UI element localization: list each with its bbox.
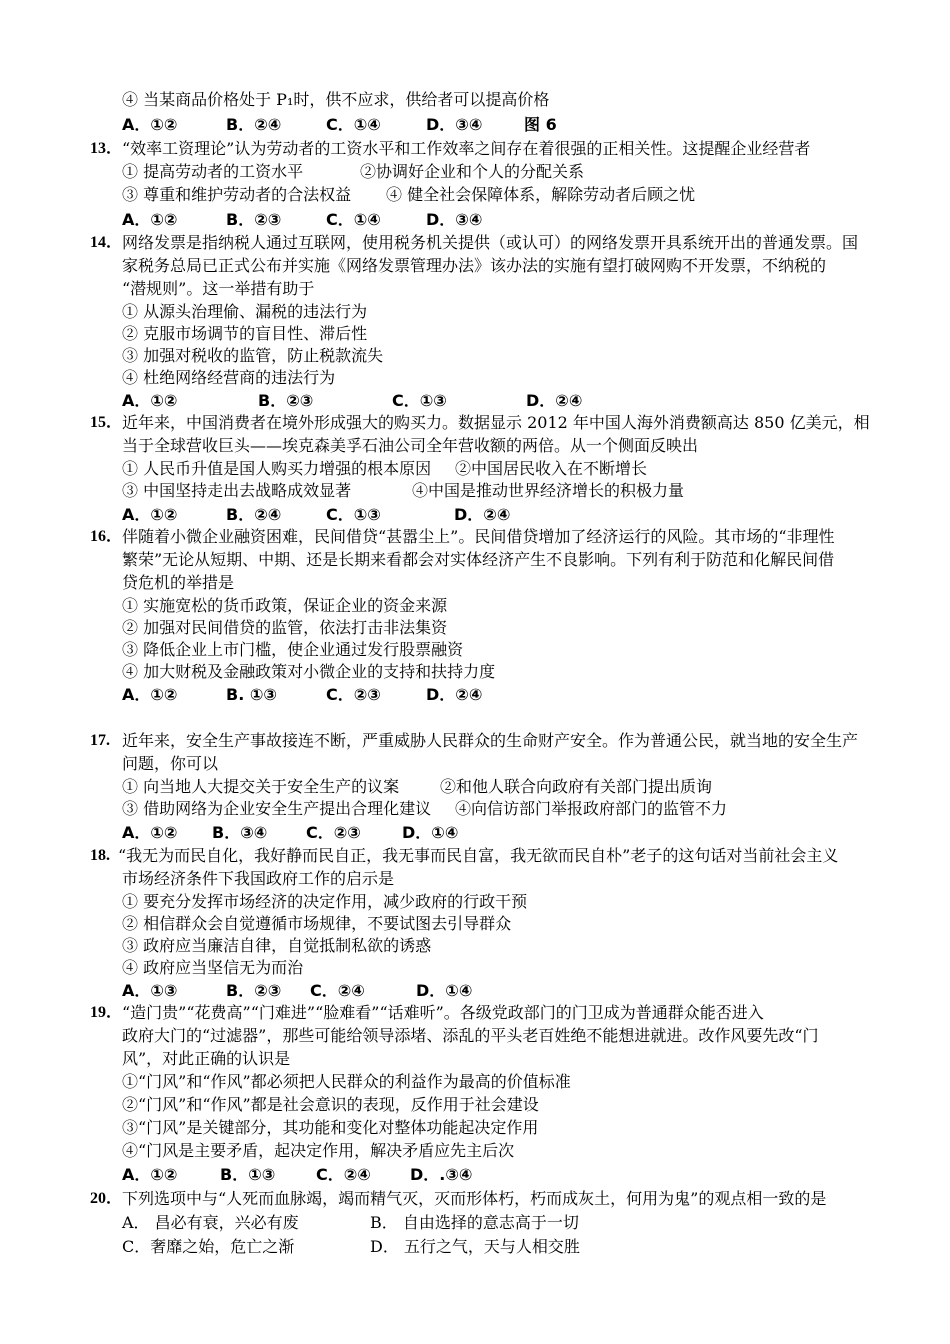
answer-c: C．②③ xyxy=(326,685,381,704)
q12-answer-a: A．①② xyxy=(122,115,178,134)
question-number: 16． xyxy=(90,528,123,545)
question-stem-line: “造门贵”“花费高”“门难进”“脸难看”“话难听”。各级党政部门的门卫成为普通群众能否进入 xyxy=(122,1003,764,1022)
option-1: ①“门风”和“作风”都必须把人民群众的利益作为最高的价值标准 xyxy=(122,1072,571,1091)
option-1: ① 人民币升值是国人购买力增强的根本原因 xyxy=(122,459,432,478)
answer-c: C．①④ xyxy=(326,210,381,229)
option-a: A． 昌必有衰，兴必有废 xyxy=(122,1213,299,1232)
question-number: 14． xyxy=(90,234,123,251)
q12-answer-b: B．②④ xyxy=(226,115,282,134)
q12-answer-d: D．③④ xyxy=(426,115,483,134)
option-3: ③ 加强对税收的监管，防止税款流失 xyxy=(122,346,384,365)
answer-c: C．①③ xyxy=(326,505,381,524)
question-stem-line: “我无为而民自化，我好静而民自正，我无事而民自富，我无欲而民自朴”老子的这句话对当前社会主义 xyxy=(118,846,839,865)
q12-answer-c: C．①④ xyxy=(326,115,381,134)
question-stem-line: 市场经济条件下我国政府工作的启示是 xyxy=(122,869,395,888)
answer-b: B．③④ xyxy=(212,823,268,842)
answer-d: D．.③④ xyxy=(410,1165,473,1184)
option-d: D． 五行之气，天与人相交胜 xyxy=(370,1237,580,1256)
answer-b: B. ①③ xyxy=(226,685,277,704)
answer-d: D．②④ xyxy=(526,391,583,410)
question-stem-line: 网络发票是指纳税人通过互联网，使用税务机关提供（或认可）的网络发票开具系统开出的普通发票。国 xyxy=(122,233,859,252)
option-4: ④ 健全社会保障体系，解除劳动者后顾之忧 xyxy=(386,185,696,204)
question-stem-line: 下列选项中与“人死而血脉竭，竭而精气灭，灭而形体朽，朽而成灰土，何用为鬼”的观点相一致的是 xyxy=(122,1189,827,1208)
answer-a: A．①② xyxy=(122,1165,178,1184)
question-stem-line: “潜规则”。这一举措有助于 xyxy=(122,279,315,298)
option-1: ① 提高劳动者的工资水平 xyxy=(122,162,304,181)
answer-b: B．②③ xyxy=(226,981,282,1000)
question-number: 20． xyxy=(90,1190,123,1207)
question-number: 15． xyxy=(90,414,123,431)
option-3: ③ 降低企业上市门槛，使企业通过发行股票融资 xyxy=(122,640,464,659)
q12-option-4: ④ 当某商品价格处于 P₁时，供不应求，供给者可以提高价格 xyxy=(122,90,550,109)
question-stem-line: 近年来，安全生产事故接连不断，严重威胁人民群众的生命财产安全。作为普通公民，就当地的安全生产 xyxy=(122,731,859,750)
question-number: 17. xyxy=(90,732,110,749)
option-b: B． 自由选择的意志高于一切 xyxy=(370,1213,579,1232)
question-stem-line: 风”，对此正确的认识是 xyxy=(122,1049,291,1068)
answer-b: B．①③ xyxy=(220,1165,276,1184)
answer-d: D．②④ xyxy=(426,685,483,704)
option-3: ③ 政府应当廉洁自律，自觉抵制私欲的诱惑 xyxy=(122,936,432,955)
answer-a: A．①② xyxy=(122,685,178,704)
figure-label: 图 6 xyxy=(524,115,557,134)
option-3: ③“门风”是关键部分，其功能和变化对整体功能起决定作用 xyxy=(122,1118,539,1137)
answer-a: A．①③ xyxy=(122,981,178,1000)
question-stem-line: 贷危机的举措是 xyxy=(122,573,235,592)
option-1: ① 从源头治理偷、漏税的违法行为 xyxy=(122,302,368,321)
option-2: ②协调好企业和个人的分配关系 xyxy=(360,162,585,181)
question-number: 18. xyxy=(90,847,110,864)
option-2: ②和他人联合向政府有关部门提出质询 xyxy=(440,777,713,796)
answer-d: D．①④ xyxy=(402,823,459,842)
question-stem-line: 政府大门的“过滤器”，那些可能给领导添堵、添乱的平头老百姓绝不能想进就进。改作风要先改“门 xyxy=(122,1026,819,1045)
question-stem-line: “效率工资理论”认为劳动者的工资水平和工作效率之间存在着很强的正相关性。这提醒企业经营者 xyxy=(122,139,811,158)
option-1: ① 要充分发挥市场经济的决定作用，减少政府的行政干预 xyxy=(122,892,528,911)
question-stem-line: 当于全球营收巨头——埃克森美孚石油公司全年营收额的两倍。从一个侧面反映出 xyxy=(122,436,699,455)
answer-c: C．②③ xyxy=(306,823,361,842)
option-1: ① 实施宽松的货币政策，保证企业的资金来源 xyxy=(122,596,448,615)
option-3: ③ 中国坚持走出去战略成效显著 xyxy=(122,481,352,500)
option-2: ②中国居民收入在不断增长 xyxy=(455,459,648,478)
answer-d: D．②④ xyxy=(454,505,511,524)
question-stem-line: 问题，你可以 xyxy=(122,754,219,773)
question-stem-line: 近年来，中国消费者在境外形成强大的购买力。数据显示 2012 年中国人海外消费额高达 850 亿美元，相 xyxy=(122,413,870,432)
answer-b: B．②④ xyxy=(226,505,282,524)
answer-c: C．①③ xyxy=(392,391,447,410)
question-stem-line: 繁荣”无论从短期、中期、还是长期来看都会对实体经济产生不良影响。下列有利于防范和化解民间借 xyxy=(122,550,835,569)
answer-b: B．②③ xyxy=(226,210,282,229)
answer-a: A．①② xyxy=(122,505,178,524)
question-number: 13． xyxy=(90,140,123,157)
option-4: ④ 政府应当坚信无为而治 xyxy=(122,958,304,977)
question-stem-line: 家税务总局已正式公布并实施《网络发票管理办法》该办法的实施有望打破网购不开发票，不纳税的 xyxy=(122,256,827,275)
option-2: ②“门风”和“作风”都是社会意识的表现，反作用于社会建设 xyxy=(122,1095,539,1114)
option-3: ③ 借助网络为企业安全生产提出合理化建议 xyxy=(122,799,432,818)
answer-d: D．③④ xyxy=(426,210,483,229)
answer-d: D．①④ xyxy=(416,981,473,1000)
answer-c: C．②④ xyxy=(310,981,365,1000)
answer-a: A．①② xyxy=(122,391,178,410)
option-2: ② 相信群众会自觉遵循市场规律，不要试图去引导群众 xyxy=(122,914,512,933)
option-c: C．奢靡之始，危亡之渐 xyxy=(122,1237,295,1256)
answer-b: B．②③ xyxy=(258,391,314,410)
question-number: 19． xyxy=(90,1004,123,1021)
option-3: ③ 尊重和维护劳动者的合法权益 xyxy=(122,185,352,204)
option-2: ② 克服市场调节的盲目性、滞后性 xyxy=(122,324,368,343)
option-4: ④ 杜绝网络经营商的违法行为 xyxy=(122,368,336,387)
option-2: ② 加强对民间借贷的监管，依法打击非法集资 xyxy=(122,618,448,637)
option-4: ④向信访部门举报政府部门的监管不力 xyxy=(455,799,728,818)
option-1: ① 向当地人大提交关于安全生产的议案 xyxy=(122,777,400,796)
answer-c: C．②④ xyxy=(316,1165,371,1184)
question-stem-line: 伴随着小微企业融资困难，民间借贷“甚嚣尘上”。民间借贷增加了经济运行的风险。其市场的“非理性 xyxy=(122,527,835,546)
answer-a: A．①② xyxy=(122,210,178,229)
option-4: ④ 加大财税及金融政策对小微企业的支持和扶持力度 xyxy=(122,662,496,681)
option-4: ④“门风是主要矛盾，起决定作用，解决矛盾应先主后次 xyxy=(122,1141,515,1160)
answer-a: A．①② xyxy=(122,823,178,842)
option-4: ④中国是推动世界经济增长的积极力量 xyxy=(412,481,685,500)
